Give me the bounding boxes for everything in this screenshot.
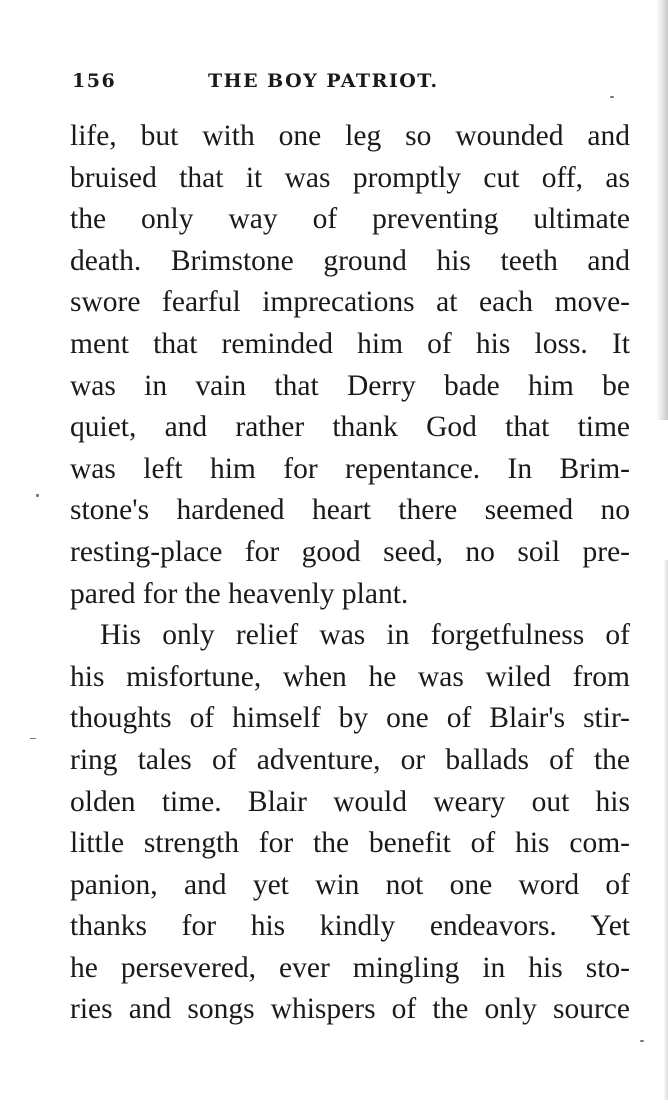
text-line: stone's hardened heart there seemed no (70, 494, 630, 527)
text-line: his misfortune, when he was wiled from (70, 660, 630, 693)
text-line: thoughts of himself by one of Blair's stir- (70, 702, 630, 735)
body-text (70, 116, 630, 1031)
page-edge-shadow-lower (663, 560, 668, 1100)
text-line: was left him for repentance. In Brim- (70, 452, 630, 485)
text-line: ries and songs whispers of the only source (70, 993, 630, 1026)
text-line: resting-place for good seed, no soil pre- (70, 535, 630, 568)
paragraph-start-line: His only relief was in forgetfulness of (100, 619, 630, 652)
text-line: quiet, and rather thank God that time (70, 411, 630, 444)
page-number: 156 (72, 70, 117, 92)
text-line: the only way of preventing ultimate (70, 203, 630, 236)
text-line: olden time. Blair would weary out his (70, 785, 630, 818)
text-line: bruised that it was promptly cut off, as (70, 161, 630, 194)
text-line: he persevered, ever mingling in his sto- (70, 951, 630, 984)
text-line: little strength for the benefit of his com- (70, 827, 630, 860)
text-line: panion, and yet win not one word of (70, 868, 630, 901)
page-edge-shadow (656, 0, 668, 420)
scan-speck (30, 738, 36, 739)
running-head (70, 70, 630, 100)
text-line: ment that reminded him of his loss. It (70, 327, 630, 360)
text-line: death. Brimstone ground his teeth and (70, 244, 630, 277)
text-line: thanks for his kindly endeavors. Yet (70, 910, 630, 943)
text-line: life, but with one leg so wounded and (70, 120, 630, 152)
text-line: was in vain that Derry bade him be (70, 369, 630, 402)
scan-speck (640, 1040, 644, 1042)
text-line: swore fearful imprecations at each move- (70, 286, 630, 319)
scan-speck (36, 494, 39, 497)
running-title: THE BOY PATRIOT. (208, 70, 439, 92)
text-line: ring tales of adventure, or ballads of the (70, 743, 630, 776)
paragraph-end-line: pared for the heavenly plant. (70, 577, 409, 610)
